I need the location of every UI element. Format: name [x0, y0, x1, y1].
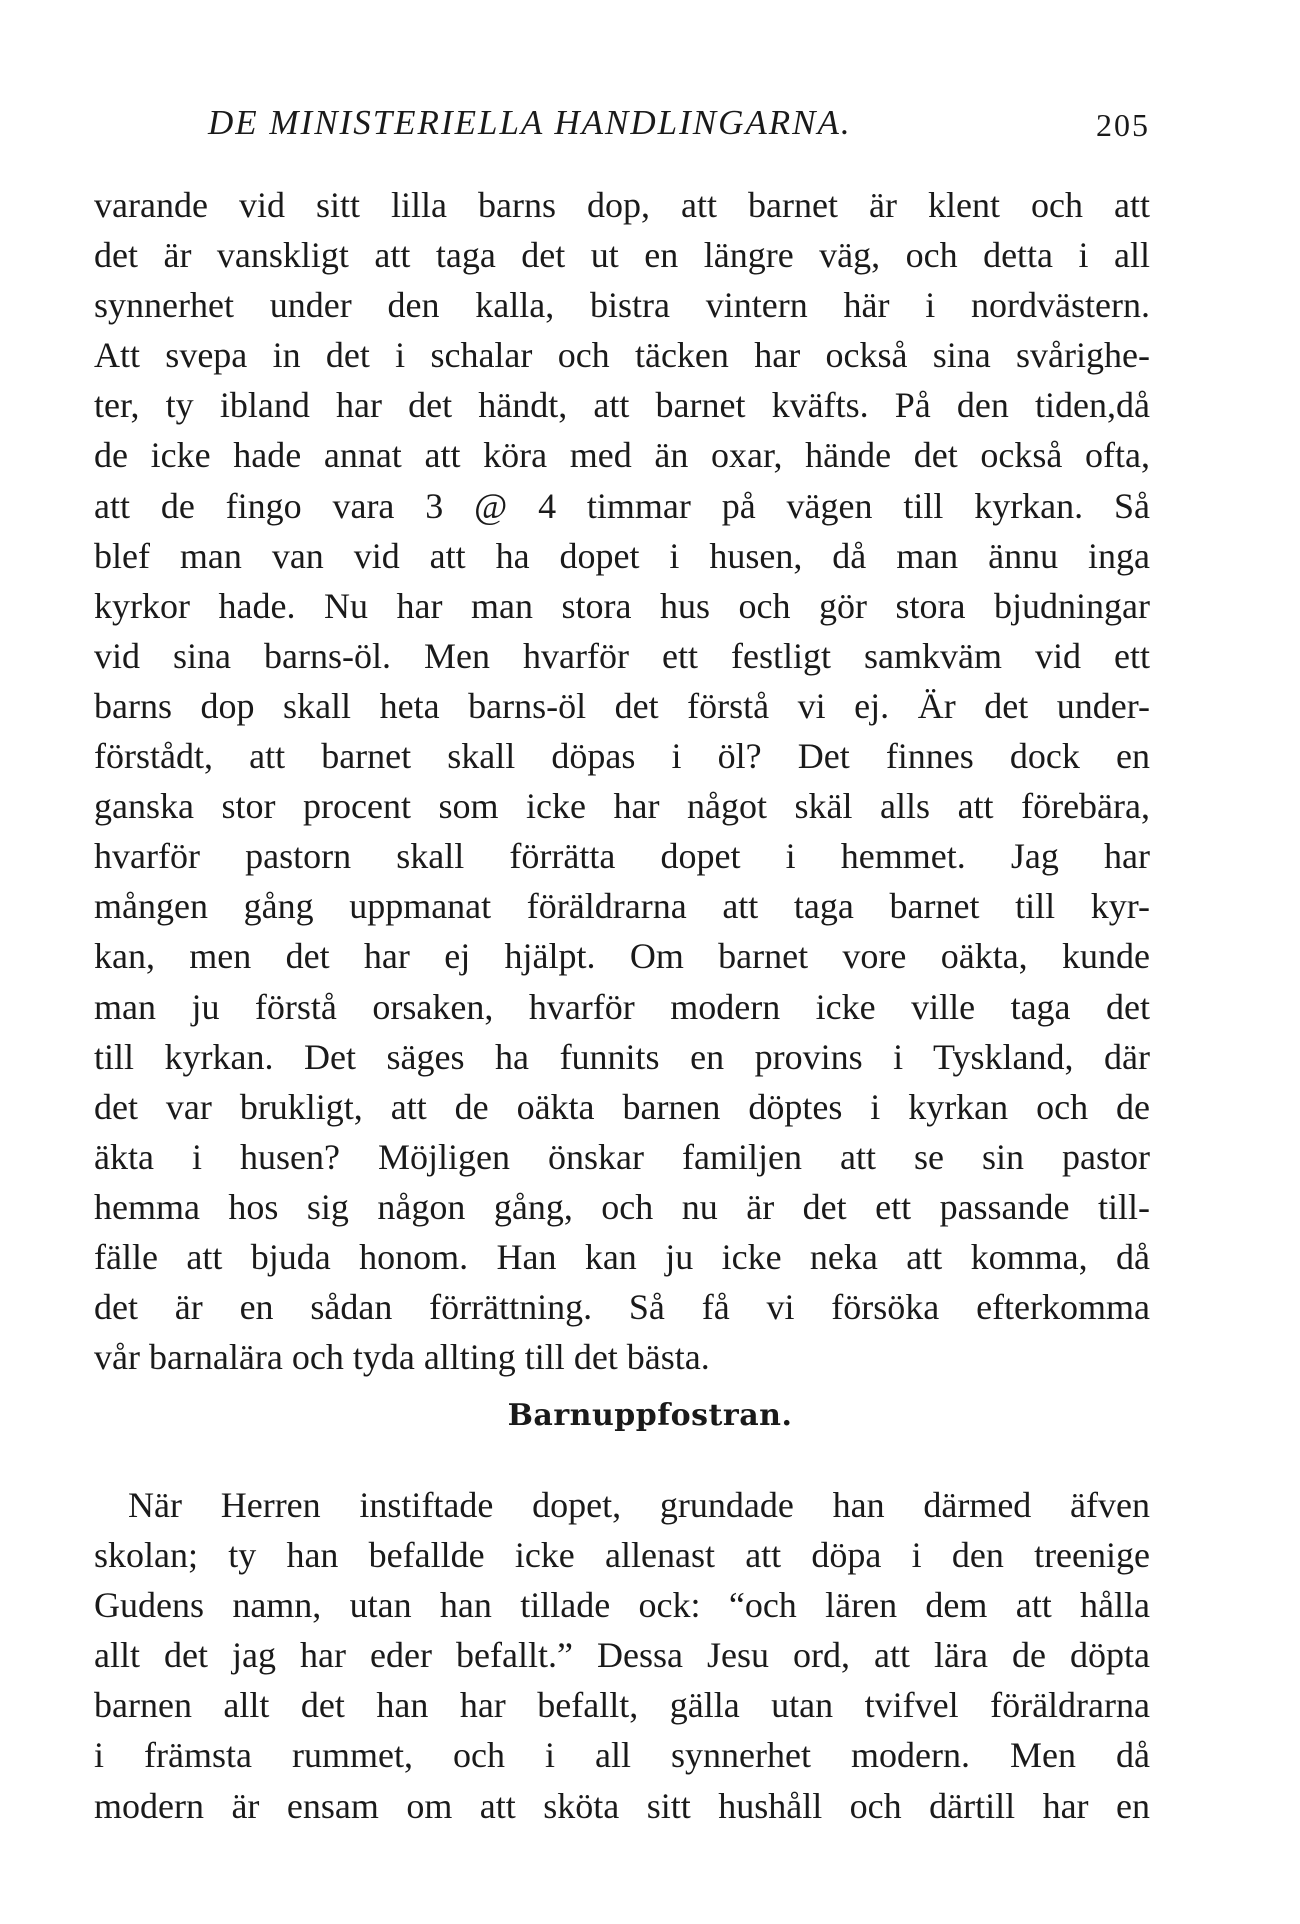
- text-line: till kyrkan. Det säges ha funnits en provins i Tyskland, där: [94, 1036, 1150, 1077]
- text-line: det är en sådan förrättning. Så få vi försöka efterkomma: [94, 1287, 1150, 1328]
- paragraph-continued: [94, 180, 1150, 1382]
- text-line: Att svepa in det i schalar och täcken har också sina svårighe-: [94, 335, 1150, 376]
- text-line: modern är ensam om att sköta sitt hushåll och därtill har en: [94, 1785, 1150, 1826]
- page-number: 205: [1096, 107, 1150, 143]
- running-title: DE MINISTERIELLA HANDLINGARNA.: [208, 103, 852, 142]
- text-line: ter, ty ibland har det händt, att barnet kväfts. På den tiden,då: [94, 385, 1150, 426]
- text-line: varande vid sitt lilla barns dop, att barnet är klent och att: [94, 185, 1150, 225]
- text-line: vid sina barns-öl. Men hvarför ett festligt samkväm vid ett: [94, 635, 1150, 676]
- text-line: kan, men det har ej hjälpt. Om barnet vore oäkta, kunde: [94, 936, 1150, 977]
- text-line: fälle att bjuda honom. Han kan ju icke neka att komma, då: [94, 1236, 1150, 1277]
- text-line: ganska stor procent som icke har något skäl alls att förebära,: [94, 786, 1150, 827]
- text-line: synnerhet under den kalla, bistra vintern här i nordvästern.: [94, 285, 1150, 326]
- text-line: barns dop skall heta barns-öl det förstå vi ej. Är det under-: [94, 685, 1150, 726]
- text-line: att de fingo vara 3 @ 4 timmar på vägen till kyrkan. Så: [94, 485, 1150, 526]
- section-heading: Barnuppfostran.: [507, 1398, 793, 1433]
- text-line: mången gång uppmanat föräldrarna att taga barnet till kyr-: [94, 886, 1150, 927]
- text-line: hvarför pastorn skall förrätta dopet i hemmet. Jag har: [94, 836, 1150, 877]
- text-line: i främsta rummet, och i all synnerhet modern. Men då: [94, 1735, 1150, 1776]
- text-line: När Herren instiftade dopet, grundade han därmed äfven: [128, 1485, 1150, 1525]
- text-line: kyrkor hade. Nu har man stora hus och gör stora bjudningar: [94, 585, 1150, 626]
- text-line: Gudens namn, utan han tillade ock: “och lären dem att hålla: [94, 1585, 1150, 1626]
- text-line: vår barnalära och tyda allting till det bästa.: [94, 1337, 710, 1378]
- text-line: blef man van vid att ha dopet i husen, då man ännu inga: [94, 535, 1150, 576]
- paragraph: [94, 1480, 1150, 1831]
- text-line: det var brukligt, att de oäkta barnen döptes i kyrkan och de: [94, 1086, 1150, 1127]
- text-line: det är vanskligt att taga det ut en längre väg, och detta i all: [94, 235, 1150, 276]
- text-line: hemma hos sig någon gång, och nu är det ett passande till-: [94, 1186, 1150, 1227]
- text-line: äkta i husen? Möjligen önskar familjen att se sin pastor: [94, 1136, 1150, 1177]
- text-line: allt det jag har eder befallt.” Dessa Jesu ord, att lära de döpta: [94, 1635, 1150, 1676]
- running-head: [208, 103, 1150, 153]
- text-line: man ju förstå orsaken, hvarför modern icke ville taga det: [94, 986, 1150, 1027]
- text-line: skolan; ty han befallde icke allenast att döpa i den treenige: [94, 1535, 1150, 1576]
- text-line: förstådt, att barnet skall döpas i öl? Det finnes dock en: [94, 736, 1150, 777]
- text-line: de icke hade annat att köra med än oxar, hände det också ofta,: [94, 435, 1150, 476]
- text-line: barnen allt det han har befallt, gälla utan tvifvel föräldrarna: [94, 1685, 1150, 1726]
